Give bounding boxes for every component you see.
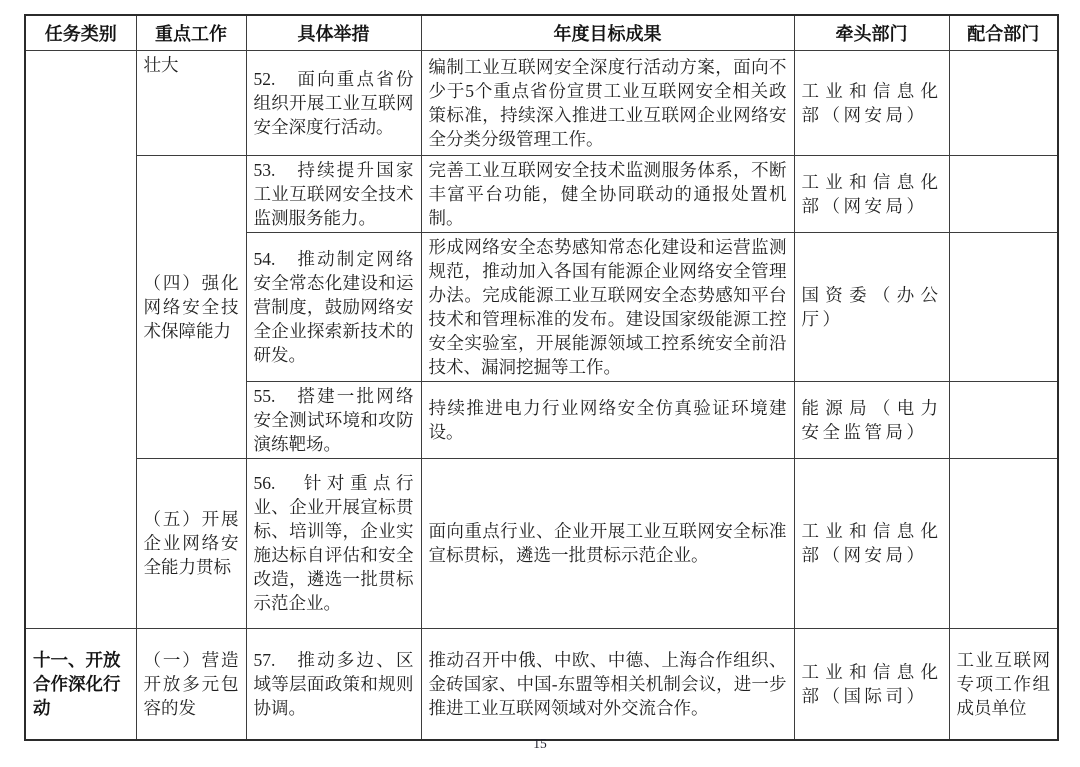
cell-measure: 55. 搭建一批网络安全测试环境和攻防演练靶场。 [246, 381, 421, 458]
cell-annual-target: 推动召开中俄、中欧、中德、上海合作组织、金砖国家、中国-东盟等相关机制会议，进一步推进工业互联网领域对外交流合作。 [421, 628, 794, 740]
header-row [25, 15, 1058, 50]
cell-measure: 52. 面向重点省份组织开展工业互联网安全深度行活动。 [246, 50, 421, 155]
header-task-category: 任务类别 [25, 15, 136, 50]
table-row [25, 155, 1058, 232]
header-annual-target: 年度目标成果 [421, 15, 794, 50]
cell-annual-target: 面向重点行业、企业开展工业互联网安全标准宣标贯标，遴选一批贯标示范企业。 [421, 458, 794, 628]
header-lead-department: 牵头部门 [794, 15, 949, 50]
header-key-work: 重点工作 [136, 15, 246, 50]
cell-annual-target: 编制工业互联网安全深度行活动方案，面向不少于5个重点省份宣贯工业互联网安全相关政策标准，持续深入推进工业互联网企业网络安全分类分级管理工作。 [421, 50, 794, 155]
action-plan-table [24, 14, 1059, 741]
cell-measure: 54. 推动制定网络安全常态化建设和运营制度，鼓励网络安全企业探索新技术的研发。 [246, 232, 421, 381]
header-support-department: 配合部门 [949, 15, 1058, 50]
cell-support-department [949, 381, 1058, 458]
cell-key-work: （五）开展企业网络安全能力贯标 [136, 458, 246, 628]
cell-key-work: （一）营造开放多元包容的发 [136, 628, 246, 740]
cell-lead-department: 能源局（电力安全监管局） [794, 381, 949, 458]
cell-support-department [949, 50, 1058, 155]
cell-support-department [949, 458, 1058, 628]
cell-support-department [949, 155, 1058, 232]
cell-annual-target: 完善工业互联网安全技术监测服务体系，不断丰富平台功能，健全协同联动的通报处置机制。 [421, 155, 794, 232]
cell-support-department: 工业互联网专项工作组成员单位 [949, 628, 1058, 740]
page-number: 15 [533, 736, 547, 751]
cell-lead-department: 工业和信息化部（网安局） [794, 458, 949, 628]
cell-lead-department: 工业和信息化部（网安局） [794, 50, 949, 155]
cell-task-category [25, 50, 136, 628]
cell-task-category: 十一、开放合作深化行动 [25, 628, 136, 740]
cell-lead-department: 工业和信息化部（国际司） [794, 628, 949, 740]
cell-measure: 57. 推动多边、区域等层面政策和规则协调。 [246, 628, 421, 740]
cell-lead-department: 国资委（办公厅） [794, 232, 949, 381]
cell-key-work: 壮大 [136, 50, 246, 155]
cell-measure: 53. 持续提升国家工业互联网安全技术监测服务能力。 [246, 155, 421, 232]
table-row [25, 628, 1058, 740]
cell-key-work: （四）强化网络安全技术保障能力 [136, 155, 246, 458]
cell-lead-department: 工业和信息化部（网安局） [794, 155, 949, 232]
cell-annual-target: 形成网络安全态势感知常态化建设和运营监测规范，推动加入各国有能源企业网络安全管理办法。完成能源工业互联网安全态势感知平台技术和管理标准的发布。建设国家级能源工控安全实验室，开展能源领域工控系统安全前沿技术、漏洞挖掘等工作。 [421, 232, 794, 381]
header-measure: 具体举措 [246, 15, 421, 50]
cell-support-department [949, 232, 1058, 381]
table-row [25, 50, 1058, 155]
table-row [25, 458, 1058, 628]
cell-annual-target: 持续推进电力行业网络安全仿真验证环境建设。 [421, 381, 794, 458]
cell-measure: 56. 针对重点行业、企业开展宣标贯标、培训等，企业实施达标自评估和安全改造，遴选一批贯标示范企业。 [246, 458, 421, 628]
